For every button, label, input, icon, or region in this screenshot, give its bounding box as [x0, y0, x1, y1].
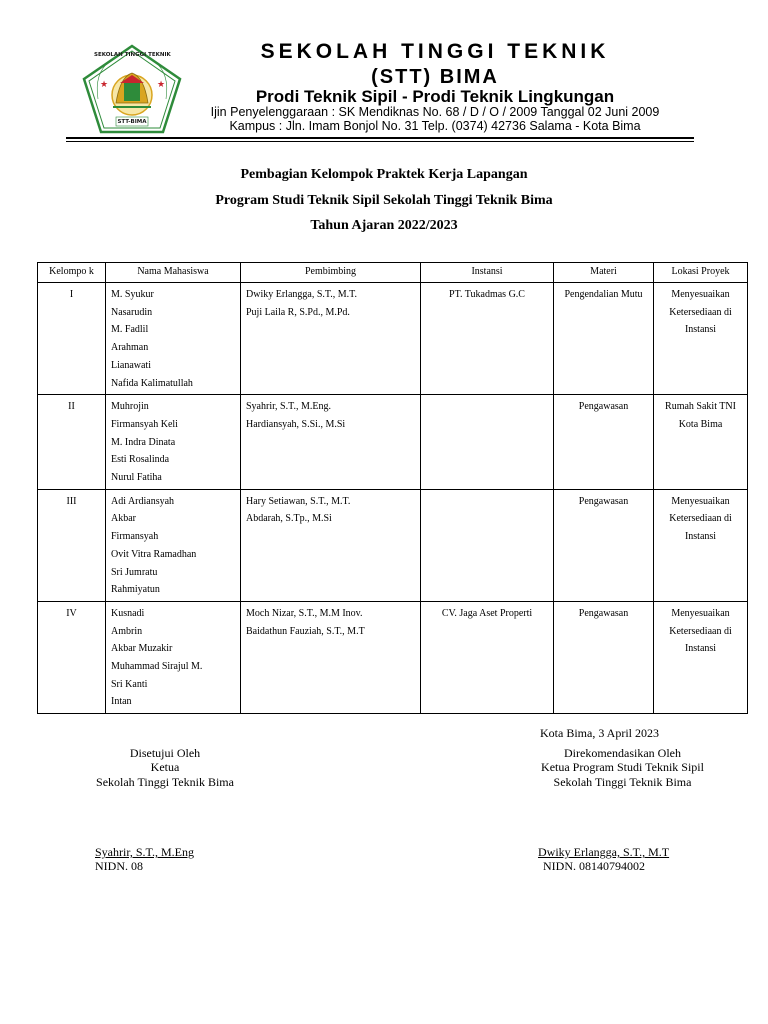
subject-name: Pengawasan — [578, 401, 629, 413]
project-location: Menyesuaikan Ketersediaan di Instansi — [669, 289, 732, 336]
letterhead-rule-thick — [66, 137, 694, 139]
subject-name: Pengendalian Mutu — [564, 289, 643, 300]
group-cell — [38, 283, 106, 395]
student-name: Firmansyah — [111, 531, 159, 543]
group-assignment-table — [37, 262, 748, 714]
agency-cell — [421, 395, 554, 490]
group-cell — [38, 395, 106, 490]
document-title: Pembagian Kelompok Praktek Kerja Lapangan — [240, 167, 528, 182]
location-cell — [654, 283, 748, 395]
student-name: Sri Kanti — [111, 678, 148, 690]
group-number: IV — [66, 607, 77, 619]
right-sign-role: Ketua Program Studi Teknik Sipil — [541, 760, 704, 774]
student-name: M. Syukur — [111, 289, 154, 300]
supervisors-cell — [241, 601, 421, 713]
subject-cell — [554, 489, 654, 601]
supervisor-name: Hary Setiawan, S.T., M.T. — [246, 495, 351, 507]
student-name: M. Indra Dinata — [111, 436, 176, 448]
left-sign-caption: Disetujui Oleh — [129, 746, 201, 760]
study-programs: Prodi Teknik Sipil - Prodi Teknik Lingkungan — [255, 87, 615, 106]
svg-text:★: ★ — [100, 80, 109, 90]
header-subject: Materi — [554, 263, 654, 283]
subject-cell — [554, 283, 654, 395]
header-student-name: Nama Mahasiswa — [106, 263, 241, 283]
institution-short-name: (STT) BIMA — [371, 66, 499, 88]
header-project-location: Lokasi Proyek — [654, 263, 748, 283]
subject-name: Pengawasan — [578, 495, 629, 507]
student-name: Intan — [111, 696, 132, 708]
table-row — [38, 489, 748, 601]
subject-name: Pengawasan — [578, 607, 629, 619]
supervisor-name: Abdarah, S.Tp., M.Si — [246, 513, 332, 525]
agency-name: CV. Jaga Aset Properti — [441, 607, 533, 619]
student-name: Arahman — [111, 342, 149, 354]
letterhead-rule-thin — [66, 141, 694, 142]
right-signatory-id: NIDN. 08140794002 — [543, 859, 645, 873]
subject-cell — [554, 601, 654, 713]
student-name: Kusnadi — [111, 607, 145, 619]
group-number: III — [66, 495, 77, 507]
right-sign-org: Sekolah Tinggi Teknik Bima — [553, 775, 692, 789]
svg-text:★: ★ — [157, 80, 166, 90]
supervisor-name: Hardiansyah, S.Si., M.Si — [246, 418, 346, 430]
table-row — [38, 601, 748, 713]
student-name: Adi Ardiansyah — [111, 495, 175, 507]
student-name: Ovit Vitra Ramadhan — [111, 548, 197, 560]
project-location: Rumah Sakit TNI Kota Bima — [665, 401, 736, 430]
document-subtitle: Program Studi Teknik Sipil Sekolah Tinggi Teknik Bima — [215, 193, 553, 208]
students-cell — [106, 489, 241, 601]
student-name: Nurul Fatiha — [111, 472, 162, 484]
project-location: Menyesuaikan Ketersediaan di Instansi — [669, 607, 732, 655]
student-name: Nafida Kalimatullah — [111, 377, 193, 389]
agency-cell — [421, 283, 554, 395]
supervisor-name: Moch Nizar, S.T., M.M Inov. — [246, 607, 363, 619]
students-cell — [106, 395, 241, 490]
student-name: Muhrojin — [111, 401, 149, 413]
logo-text-top: SEKOLAH TINGGI TEKNIK — [94, 52, 171, 58]
location-cell — [654, 395, 748, 490]
academic-year: Tahun Ajaran 2022/2023 — [310, 218, 458, 233]
group-number: II — [68, 401, 75, 413]
header-group: Kelompo k — [38, 263, 106, 283]
project-location: Menyesuaikan Ketersediaan di Instansi — [669, 495, 732, 543]
supervisors-cell — [241, 283, 421, 395]
left-sign-org: Sekolah Tinggi Teknik Bima — [96, 775, 234, 789]
student-name: Sri Jumratu — [111, 566, 158, 578]
students-cell — [106, 601, 241, 713]
student-name: M. Fadlil — [111, 324, 149, 336]
left-signatory-id: NIDN. 08 — [95, 859, 143, 873]
agency-name: PT. Tukadmas G.C — [449, 289, 525, 300]
campus-address: Kampus : Jln. Imam Bonjol No. 31 Telp. (0374) 42736 Salama - Kota Bima — [229, 119, 641, 133]
supervisor-name: Dwiky Erlangga, S.T., M.T. — [246, 289, 358, 300]
logo-text-bottom: STT-BIMA — [117, 119, 147, 125]
student-name: Esti Rosalinda — [111, 454, 170, 466]
subject-cell — [554, 395, 654, 490]
student-name: Ambrin — [111, 625, 143, 637]
table-row — [38, 283, 748, 395]
student-name: Rahmiyatun — [111, 584, 160, 596]
table-row — [38, 395, 748, 490]
location-cell — [654, 489, 748, 601]
left-signatory-name: Syahrir, S.T., M.Eng — [95, 845, 194, 859]
student-name: Akbar — [111, 513, 136, 525]
place-date: Kota Bima, 3 April 2023 — [540, 726, 659, 740]
institution-logo — [80, 43, 184, 135]
left-sign-role: Ketua — [150, 760, 180, 774]
students-cell — [106, 283, 241, 395]
header-supervisor: Pembimbing — [241, 263, 421, 283]
student-name: Nasarudin — [111, 306, 153, 318]
supervisor-name: Puji Laila R, S.Pd., M.Pd. — [246, 306, 350, 318]
right-signatory-name: Dwiky Erlangga, S.T., M.T — [538, 845, 670, 859]
supervisors-cell — [241, 395, 421, 490]
right-sign-caption: Direkomendasikan Oleh — [564, 746, 681, 760]
license-info: Ijin Penyelenggaraan : SK Mendiknas No. 68 / D / O / 2009 Tanggal 02 Juni 2009 — [210, 105, 660, 119]
group-number: I — [69, 289, 74, 300]
student-name: Muhammad Sirajul M. — [111, 661, 203, 673]
group-cell — [38, 489, 106, 601]
student-name: Lianawati — [111, 359, 151, 371]
student-name: Firmansyah Keli — [111, 418, 178, 430]
supervisor-name: Syahrir, S.T., M.Eng. — [246, 401, 331, 413]
institution-name: SEKOLAH TINGGI TEKNIK — [260, 40, 610, 63]
header-agency: Instansi — [421, 263, 554, 283]
agency-cell — [421, 489, 554, 601]
supervisors-cell — [241, 489, 421, 601]
table-header-row — [38, 263, 748, 283]
group-cell — [38, 601, 106, 713]
location-cell — [654, 601, 748, 713]
supervisor-name: Baidathun Fauziah, S.T., M.T — [246, 625, 365, 637]
agency-cell — [421, 601, 554, 713]
student-name: Akbar Muzakir — [111, 643, 173, 655]
